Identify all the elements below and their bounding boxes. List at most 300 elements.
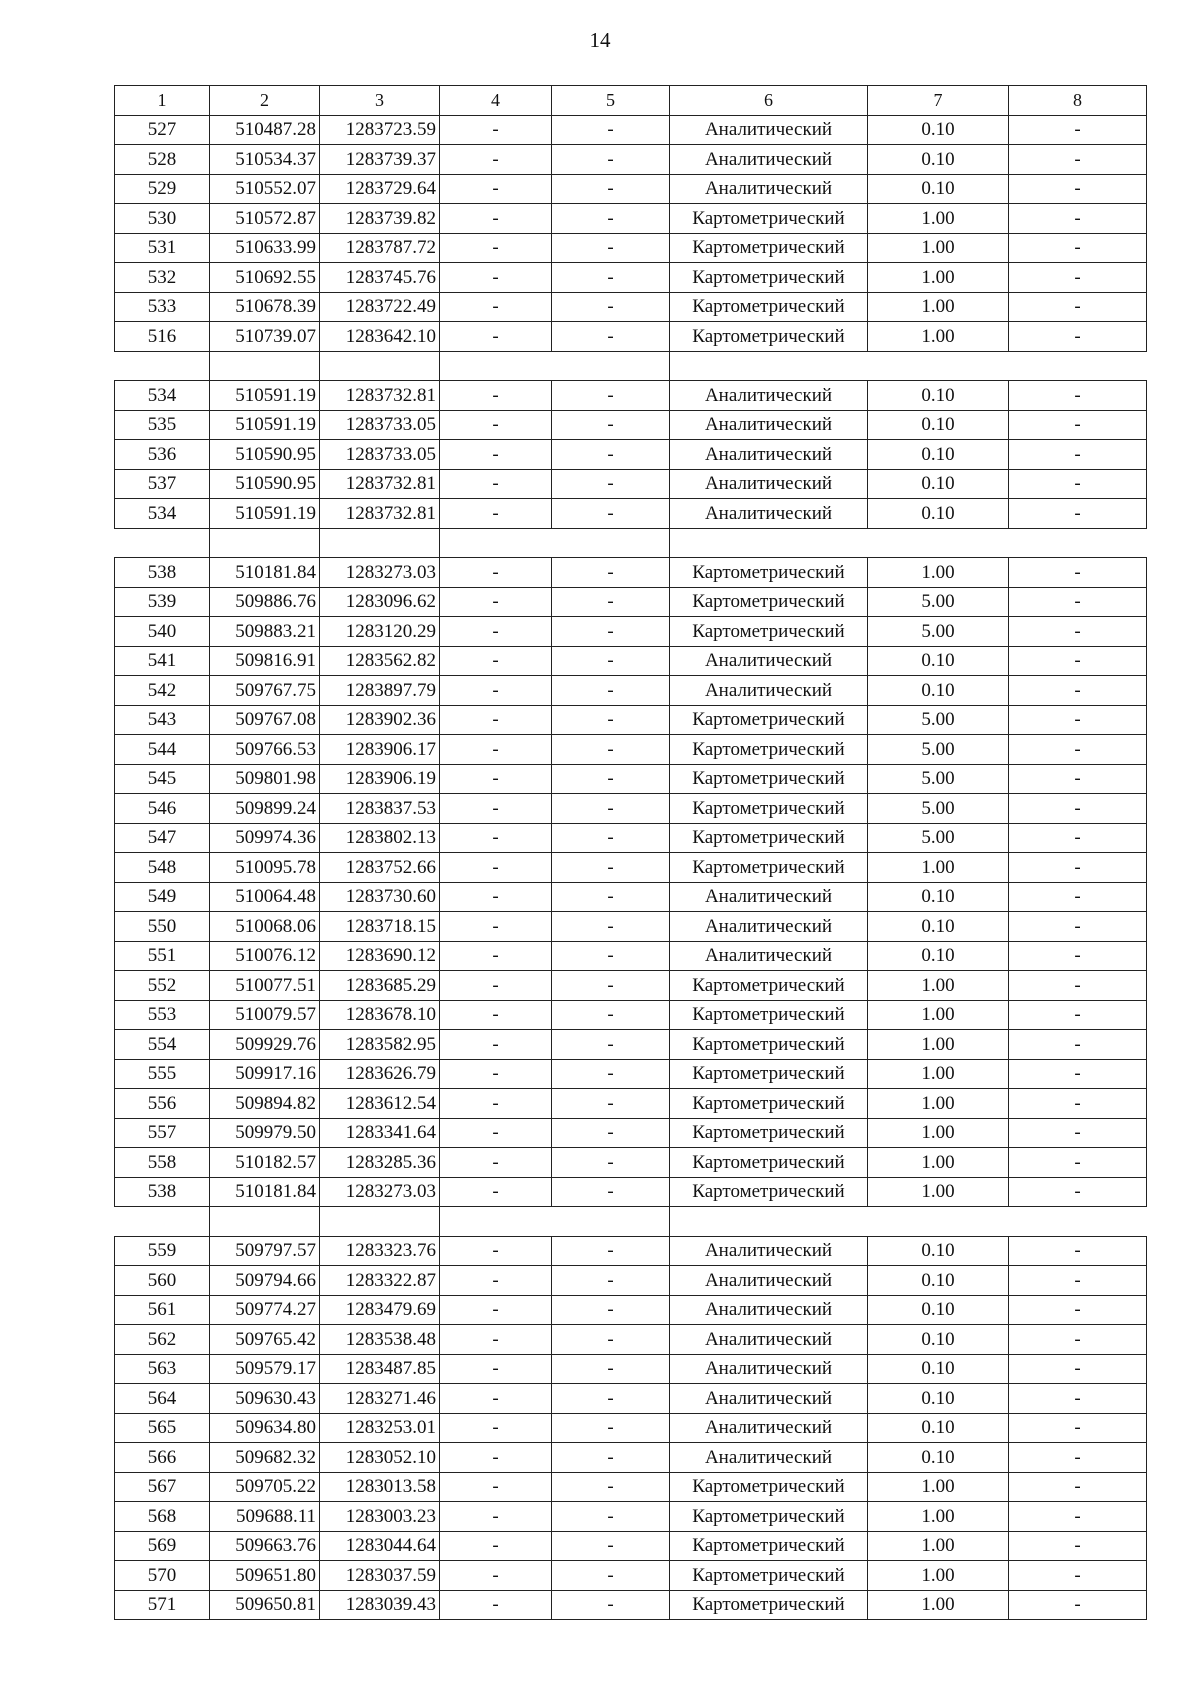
- table-row: [115, 469, 1147, 499]
- table-cell: -: [1009, 1354, 1147, 1384]
- table-row: [115, 440, 1147, 470]
- table-cell: 1283120.29: [320, 617, 440, 647]
- table-cell: -: [1009, 1443, 1147, 1473]
- table-cell: -: [440, 735, 552, 765]
- table-cell: 510181.84: [210, 558, 320, 588]
- table-cell: 541: [115, 646, 210, 676]
- table-cell: 5.00: [868, 764, 1009, 794]
- table-cell: -: [440, 1590, 552, 1620]
- table-cell: -: [1009, 912, 1147, 942]
- table-cell: -: [552, 1590, 670, 1620]
- table-cell: -: [1009, 381, 1147, 411]
- table-cell: 1283642.10: [320, 322, 440, 352]
- table-cell: Аналитический: [670, 676, 868, 706]
- table-cell: Картометрический: [670, 853, 868, 883]
- table-cell: 510095.78: [210, 853, 320, 883]
- table-cell: 536: [115, 440, 210, 470]
- table-cell: 510692.55: [210, 263, 320, 293]
- table-cell: -: [552, 823, 670, 853]
- table-cell: 1283253.01: [320, 1413, 440, 1443]
- table-cell: 1.00: [868, 1059, 1009, 1089]
- table-cell: 0.10: [868, 1295, 1009, 1325]
- table-row: [115, 233, 1147, 263]
- table-cell: 1283685.29: [320, 971, 440, 1001]
- table-cell: -: [440, 1531, 552, 1561]
- column-header: 3: [320, 86, 440, 116]
- table-cell: 1283285.36: [320, 1148, 440, 1178]
- table-cell: -: [1009, 1000, 1147, 1030]
- column-header: 4: [440, 86, 552, 116]
- table-cell: -: [1009, 499, 1147, 529]
- table-cell: Картометрический: [670, 823, 868, 853]
- table-cell: -: [440, 263, 552, 293]
- table-cell: 509634.80: [210, 1413, 320, 1443]
- table-cell: -: [1009, 115, 1147, 145]
- table-cell: Аналитический: [670, 1266, 868, 1296]
- table-cell: 560: [115, 1266, 210, 1296]
- table-cell: -: [552, 263, 670, 293]
- table-cell: Аналитический: [670, 1354, 868, 1384]
- table-cell: -: [440, 1384, 552, 1414]
- table-cell: 538: [115, 1177, 210, 1207]
- table-cell: 559: [115, 1236, 210, 1266]
- table-cell: 509886.76: [210, 587, 320, 617]
- gap-cell: [552, 351, 670, 381]
- table-cell: 510077.51: [210, 971, 320, 1001]
- table-cell: -: [1009, 1177, 1147, 1207]
- table-cell: -: [440, 1472, 552, 1502]
- table-cell: Картометрический: [670, 1561, 868, 1591]
- table-cell: -: [1009, 410, 1147, 440]
- table-cell: -: [1009, 617, 1147, 647]
- table-cell: 1283341.64: [320, 1118, 440, 1148]
- table-cell: 0.10: [868, 1384, 1009, 1414]
- table-cell: Аналитический: [670, 145, 868, 175]
- table-cell: Картометрический: [670, 1177, 868, 1207]
- table-cell: Картометрический: [670, 735, 868, 765]
- table-cell: -: [1009, 764, 1147, 794]
- table-cell: -: [440, 1148, 552, 1178]
- table-cell: -: [1009, 882, 1147, 912]
- table-cell: 509929.76: [210, 1030, 320, 1060]
- table-cell: Картометрический: [670, 1502, 868, 1532]
- table-row: [115, 292, 1147, 322]
- table-row: [115, 1266, 1147, 1296]
- table-cell: 510181.84: [210, 1177, 320, 1207]
- table-cell: -: [1009, 1236, 1147, 1266]
- table-cell: 1283487.85: [320, 1354, 440, 1384]
- table-cell: -: [440, 1030, 552, 1060]
- table-cell: 535: [115, 410, 210, 440]
- table-cell: 1.00: [868, 1148, 1009, 1178]
- table-cell: -: [552, 617, 670, 647]
- table-cell: 539: [115, 587, 210, 617]
- table-cell: -: [552, 115, 670, 145]
- table-cell: -: [440, 1059, 552, 1089]
- table-cell: 0.10: [868, 174, 1009, 204]
- table-cell: 0.10: [868, 440, 1009, 470]
- table-cell: 568: [115, 1502, 210, 1532]
- table-cell: 1.00: [868, 1561, 1009, 1591]
- table-cell: -: [1009, 853, 1147, 883]
- table-cell: Картометрический: [670, 1000, 868, 1030]
- table-row: [115, 1148, 1147, 1178]
- table-cell: -: [552, 1059, 670, 1089]
- table-cell: -: [552, 204, 670, 234]
- table-row: [115, 971, 1147, 1001]
- table-cell: 1.00: [868, 1030, 1009, 1060]
- table-cell: 509682.32: [210, 1443, 320, 1473]
- table-cell: -: [552, 646, 670, 676]
- table-cell: -: [1009, 1325, 1147, 1355]
- table-cell: 5.00: [868, 823, 1009, 853]
- table-cell: 1283906.17: [320, 735, 440, 765]
- table-cell: -: [440, 646, 552, 676]
- table-cell: -: [1009, 174, 1147, 204]
- table-cell: 545: [115, 764, 210, 794]
- table-cell: 551: [115, 941, 210, 971]
- table-cell: -: [440, 1413, 552, 1443]
- table-cell: -: [552, 882, 670, 912]
- table-cell: Аналитический: [670, 646, 868, 676]
- table-cell: -: [440, 115, 552, 145]
- table-cell: 528: [115, 145, 210, 175]
- table-cell: Аналитический: [670, 941, 868, 971]
- table-cell: -: [1009, 1531, 1147, 1561]
- table-cell: 0.10: [868, 1266, 1009, 1296]
- table-cell: 533: [115, 292, 210, 322]
- gap-cell: [868, 1207, 1009, 1237]
- column-header: 1: [115, 86, 210, 116]
- table-cell: -: [440, 587, 552, 617]
- table-cell: -: [1009, 735, 1147, 765]
- table-cell: -: [440, 292, 552, 322]
- table-cell: -: [1009, 1118, 1147, 1148]
- gap-cell: [115, 351, 210, 381]
- gap-cell: [670, 528, 868, 558]
- table-cell: 553: [115, 1000, 210, 1030]
- table-cell: -: [440, 705, 552, 735]
- table-cell: -: [440, 882, 552, 912]
- table-cell: 0.10: [868, 676, 1009, 706]
- table-cell: 0.10: [868, 1443, 1009, 1473]
- table-cell: -: [440, 1266, 552, 1296]
- table-cell: 542: [115, 676, 210, 706]
- table-cell: 510572.87: [210, 204, 320, 234]
- table-cell: -: [440, 1325, 552, 1355]
- table-cell: 557: [115, 1118, 210, 1148]
- table-cell: -: [552, 410, 670, 440]
- table-cell: 1.00: [868, 1089, 1009, 1119]
- table-cell: 509801.98: [210, 764, 320, 794]
- table-row: [115, 1413, 1147, 1443]
- table-cell: 509894.82: [210, 1089, 320, 1119]
- table-cell: 1283538.48: [320, 1325, 440, 1355]
- table-cell: 1283678.10: [320, 1000, 440, 1030]
- table-cell: -: [552, 381, 670, 411]
- table-cell: 0.10: [868, 1413, 1009, 1443]
- table-row: [115, 1030, 1147, 1060]
- table-cell: 538: [115, 558, 210, 588]
- table-cell: 1283562.82: [320, 646, 440, 676]
- table-cell: 529: [115, 174, 210, 204]
- table-cell: -: [552, 705, 670, 735]
- table-cell: 1283730.60: [320, 882, 440, 912]
- table-row: [115, 735, 1147, 765]
- table-cell: -: [440, 1561, 552, 1591]
- table-cell: 550: [115, 912, 210, 942]
- table-cell: Картометрический: [670, 1118, 868, 1148]
- table-cell: 510633.99: [210, 233, 320, 263]
- table-cell: 0.10: [868, 1236, 1009, 1266]
- table-cell: 1283037.59: [320, 1561, 440, 1591]
- table-cell: -: [440, 1089, 552, 1119]
- table-cell: -: [552, 233, 670, 263]
- table-cell: -: [440, 1354, 552, 1384]
- table-cell: 0.10: [868, 410, 1009, 440]
- table-cell: -: [1009, 1472, 1147, 1502]
- table-cell: 567: [115, 1472, 210, 1502]
- gap-cell: [210, 528, 320, 558]
- table-cell: -: [1009, 145, 1147, 175]
- table-row: [115, 882, 1147, 912]
- table-cell: 509774.27: [210, 1295, 320, 1325]
- table-cell: 1283003.23: [320, 1502, 440, 1532]
- gap-cell: [440, 351, 552, 381]
- table-cell: -: [1009, 440, 1147, 470]
- table-cell: 1283733.05: [320, 440, 440, 470]
- table-cell: -: [440, 1000, 552, 1030]
- table-cell: 564: [115, 1384, 210, 1414]
- table-cell: 544: [115, 735, 210, 765]
- table-cell: 540: [115, 617, 210, 647]
- table-cell: 510678.39: [210, 292, 320, 322]
- table-cell: Аналитический: [670, 174, 868, 204]
- gap-cell: [115, 528, 210, 558]
- table-cell: Картометрический: [670, 233, 868, 263]
- table-cell: 0.10: [868, 381, 1009, 411]
- table-cell: 510591.19: [210, 381, 320, 411]
- table-cell: -: [440, 558, 552, 588]
- table-cell: Картометрический: [670, 1030, 868, 1060]
- table-cell: -: [440, 823, 552, 853]
- table-cell: 1.00: [868, 1000, 1009, 1030]
- table-cell: 5.00: [868, 705, 1009, 735]
- table-cell: -: [1009, 971, 1147, 1001]
- table-cell: 510487.28: [210, 115, 320, 145]
- table-cell: 1283752.66: [320, 853, 440, 883]
- table-row: [115, 1443, 1147, 1473]
- column-header: 8: [1009, 86, 1147, 116]
- table-cell: -: [552, 1177, 670, 1207]
- table-cell: -: [552, 1502, 670, 1532]
- table-cell: 1.00: [868, 1472, 1009, 1502]
- table-cell: -: [552, 1148, 670, 1178]
- table-cell: 1283626.79: [320, 1059, 440, 1089]
- table-cell: 1283271.46: [320, 1384, 440, 1414]
- table-cell: 1283732.81: [320, 499, 440, 529]
- gap-cell: [320, 1207, 440, 1237]
- table-row: [115, 1000, 1147, 1030]
- table-cell: 566: [115, 1443, 210, 1473]
- table-cell: 1.00: [868, 292, 1009, 322]
- table-cell: -: [440, 1443, 552, 1473]
- table-row: [115, 558, 1147, 588]
- table-cell: 510182.57: [210, 1148, 320, 1178]
- table-row: [115, 499, 1147, 529]
- table-cell: -: [1009, 794, 1147, 824]
- table-cell: 548: [115, 853, 210, 883]
- table-cell: -: [552, 145, 670, 175]
- column-header: 5: [552, 86, 670, 116]
- table-cell: 1283732.81: [320, 381, 440, 411]
- table-cell: 509917.16: [210, 1059, 320, 1089]
- table-cell: -: [1009, 1059, 1147, 1089]
- table-cell: 554: [115, 1030, 210, 1060]
- table-cell: 510590.95: [210, 469, 320, 499]
- table-cell: -: [440, 1295, 552, 1325]
- table-row: [115, 1531, 1147, 1561]
- table-cell: 537: [115, 469, 210, 499]
- table-row: [115, 1561, 1147, 1591]
- table-cell: 509765.42: [210, 1325, 320, 1355]
- table-cell: Аналитический: [670, 1443, 868, 1473]
- table-cell: -: [552, 735, 670, 765]
- table-cell: -: [1009, 233, 1147, 263]
- table-cell: 1.00: [868, 558, 1009, 588]
- table-cell: 1283612.54: [320, 1089, 440, 1119]
- table-cell: -: [1009, 1384, 1147, 1414]
- table-cell: -: [1009, 1561, 1147, 1591]
- table-cell: -: [552, 1295, 670, 1325]
- table-cell: -: [440, 410, 552, 440]
- table-cell: -: [1009, 204, 1147, 234]
- section-gap-row: [115, 1207, 1147, 1237]
- table-cell: -: [1009, 587, 1147, 617]
- table-cell: 1283273.03: [320, 558, 440, 588]
- table-cell: 1283802.13: [320, 823, 440, 853]
- table-cell: 509767.08: [210, 705, 320, 735]
- table-row: [115, 1236, 1147, 1266]
- table-row: [115, 145, 1147, 175]
- table-cell: 563: [115, 1354, 210, 1384]
- table-cell: 531: [115, 233, 210, 263]
- table-cell: 1283723.59: [320, 115, 440, 145]
- table-header-row: [115, 86, 1147, 116]
- table-cell: 1283039.43: [320, 1590, 440, 1620]
- table-cell: 1283902.36: [320, 705, 440, 735]
- table-cell: Картометрический: [670, 971, 868, 1001]
- table-cell: -: [552, 440, 670, 470]
- table-cell: -: [552, 1266, 670, 1296]
- table-cell: -: [1009, 558, 1147, 588]
- table-cell: -: [552, 1384, 670, 1414]
- table-cell: Картометрический: [670, 263, 868, 293]
- table-cell: -: [552, 1354, 670, 1384]
- table-cell: 510076.12: [210, 941, 320, 971]
- table-row: [115, 322, 1147, 352]
- table-row: [115, 853, 1147, 883]
- table-cell: 571: [115, 1590, 210, 1620]
- table-cell: 0.10: [868, 1354, 1009, 1384]
- table-cell: 0.10: [868, 912, 1009, 942]
- table-cell: 0.10: [868, 941, 1009, 971]
- table-cell: 1283733.05: [320, 410, 440, 440]
- table-cell: -: [440, 204, 552, 234]
- table-cell: 510591.19: [210, 499, 320, 529]
- table-cell: 0.10: [868, 469, 1009, 499]
- table-cell: 530: [115, 204, 210, 234]
- table-row: [115, 1059, 1147, 1089]
- table-cell: 1283729.64: [320, 174, 440, 204]
- table-cell: 1283787.72: [320, 233, 440, 263]
- table-cell: 546: [115, 794, 210, 824]
- table-row: [115, 617, 1147, 647]
- table-cell: 1.00: [868, 1177, 1009, 1207]
- table-cell: 509766.53: [210, 735, 320, 765]
- table-cell: -: [1009, 705, 1147, 735]
- table-cell: Картометрический: [670, 558, 868, 588]
- table-cell: 1283722.49: [320, 292, 440, 322]
- table-cell: -: [552, 1443, 670, 1473]
- table-cell: Аналитический: [670, 410, 868, 440]
- table-cell: -: [440, 853, 552, 883]
- table-cell: 570: [115, 1561, 210, 1591]
- table-cell: 556: [115, 1089, 210, 1119]
- table-cell: 509974.36: [210, 823, 320, 853]
- table-cell: 509630.43: [210, 1384, 320, 1414]
- table-cell: -: [552, 941, 670, 971]
- table-row: [115, 1502, 1147, 1532]
- table-cell: -: [1009, 1148, 1147, 1178]
- gap-cell: [1009, 351, 1147, 381]
- table-cell: -: [552, 469, 670, 499]
- table-cell: 510739.07: [210, 322, 320, 352]
- table-cell: 534: [115, 499, 210, 529]
- gap-cell: [440, 528, 552, 558]
- table-cell: 1283582.95: [320, 1030, 440, 1060]
- table-cell: 1.00: [868, 1590, 1009, 1620]
- table-cell: 1283096.62: [320, 587, 440, 617]
- table-cell: Картометрический: [670, 617, 868, 647]
- table-cell: 509651.80: [210, 1561, 320, 1591]
- table-cell: 509797.57: [210, 1236, 320, 1266]
- gap-cell: [868, 351, 1009, 381]
- gap-cell: [210, 351, 320, 381]
- table-cell: 509650.81: [210, 1590, 320, 1620]
- table-cell: Картометрический: [670, 764, 868, 794]
- table-cell: -: [552, 971, 670, 1001]
- table-cell: -: [440, 499, 552, 529]
- table-cell: 0.10: [868, 115, 1009, 145]
- table-cell: Картометрический: [670, 292, 868, 322]
- table-cell: Картометрический: [670, 1472, 868, 1502]
- table-cell: -: [552, 174, 670, 204]
- table-cell: 509899.24: [210, 794, 320, 824]
- table-cell: -: [552, 676, 670, 706]
- table-cell: 1.00: [868, 233, 1009, 263]
- table-cell: -: [1009, 676, 1147, 706]
- table-cell: -: [440, 971, 552, 1001]
- table-cell: 1283906.19: [320, 764, 440, 794]
- table-cell: -: [1009, 1590, 1147, 1620]
- table-row: [115, 204, 1147, 234]
- table-cell: Аналитический: [670, 1236, 868, 1266]
- gap-cell: [670, 1207, 868, 1237]
- table-cell: 1283044.64: [320, 1531, 440, 1561]
- table-cell: 1283718.15: [320, 912, 440, 942]
- table-cell: Аналитический: [670, 912, 868, 942]
